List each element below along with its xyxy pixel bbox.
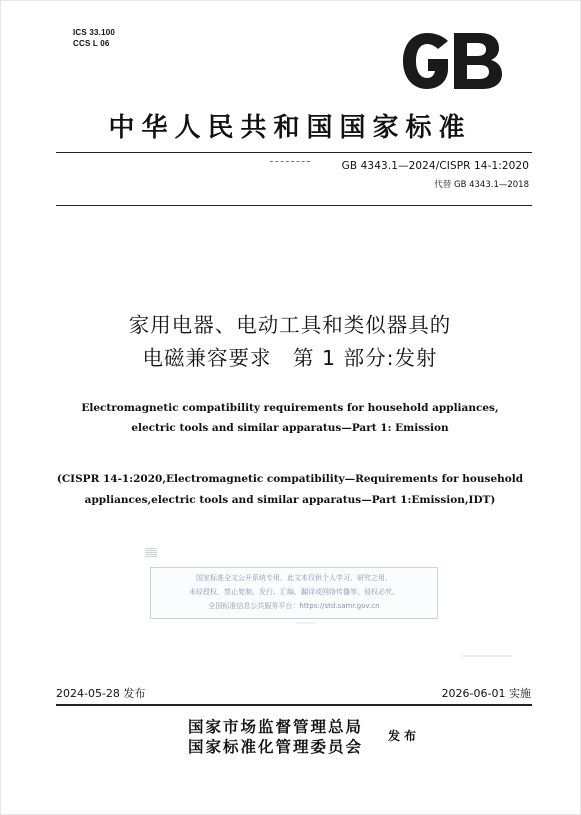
faint-mark	[462, 655, 512, 657]
publish-label: 发布	[388, 729, 421, 743]
ccs-code: CCS L 06	[73, 39, 110, 48]
publisher-sac: 国家标准化管理委员会	[188, 738, 364, 756]
notice-line-1: 国家标准全文公开系统专用，此文本仅供个人学习、研究之用，	[196, 574, 392, 582]
publisher-samr: 国家市场监督管理总局	[188, 718, 364, 736]
dotted-mark	[270, 161, 310, 162]
ics-code: ICS 33.100	[73, 28, 116, 37]
chinese-title-line-1: 家用电器、电动工具和类似器具的	[128, 313, 452, 337]
replaces-standard: 代替 GB 4343.1—2018	[434, 180, 529, 190]
gb-logo-icon	[398, 27, 506, 95]
faint-mark	[296, 622, 316, 624]
implementation-date: 2026-06-01 实施	[441, 687, 531, 700]
notice-line-3: 全国标准信息公共服务平台：https://std.samr.gov.cn	[208, 602, 380, 610]
cispr-reference-line-2: appliances,electric tools and similar apparatus—Part 1:Emission,IDT)	[84, 494, 496, 506]
national-standard-title: 中华人民共和国国家标准	[108, 113, 472, 143]
scan-mark	[145, 547, 157, 557]
header-divider	[56, 205, 532, 206]
bottom-divider	[56, 704, 532, 706]
issue-date: 2024-05-28 发布	[56, 687, 146, 700]
notice-line-2: 未经授权，禁止复制、发行、汇编、翻译或网络传播等。侵权必究。	[189, 588, 399, 596]
chinese-title-line-2: 电磁兼容要求 第 1 部分:发射	[142, 346, 438, 370]
standard-number: GB 4343.1—2024/CISPR 14-1:2020	[341, 160, 529, 172]
english-title-line-1: Electromagnetic compatibility requirements for household appliances,	[81, 402, 499, 414]
top-divider	[56, 152, 532, 153]
english-title-line-2: electric tools and similar apparatus—Part 1: Emission	[131, 422, 449, 434]
cispr-reference-line-1: (CISPR 14-1:2020,Electromagnetic compatibility—Requirements for household	[56, 473, 524, 485]
